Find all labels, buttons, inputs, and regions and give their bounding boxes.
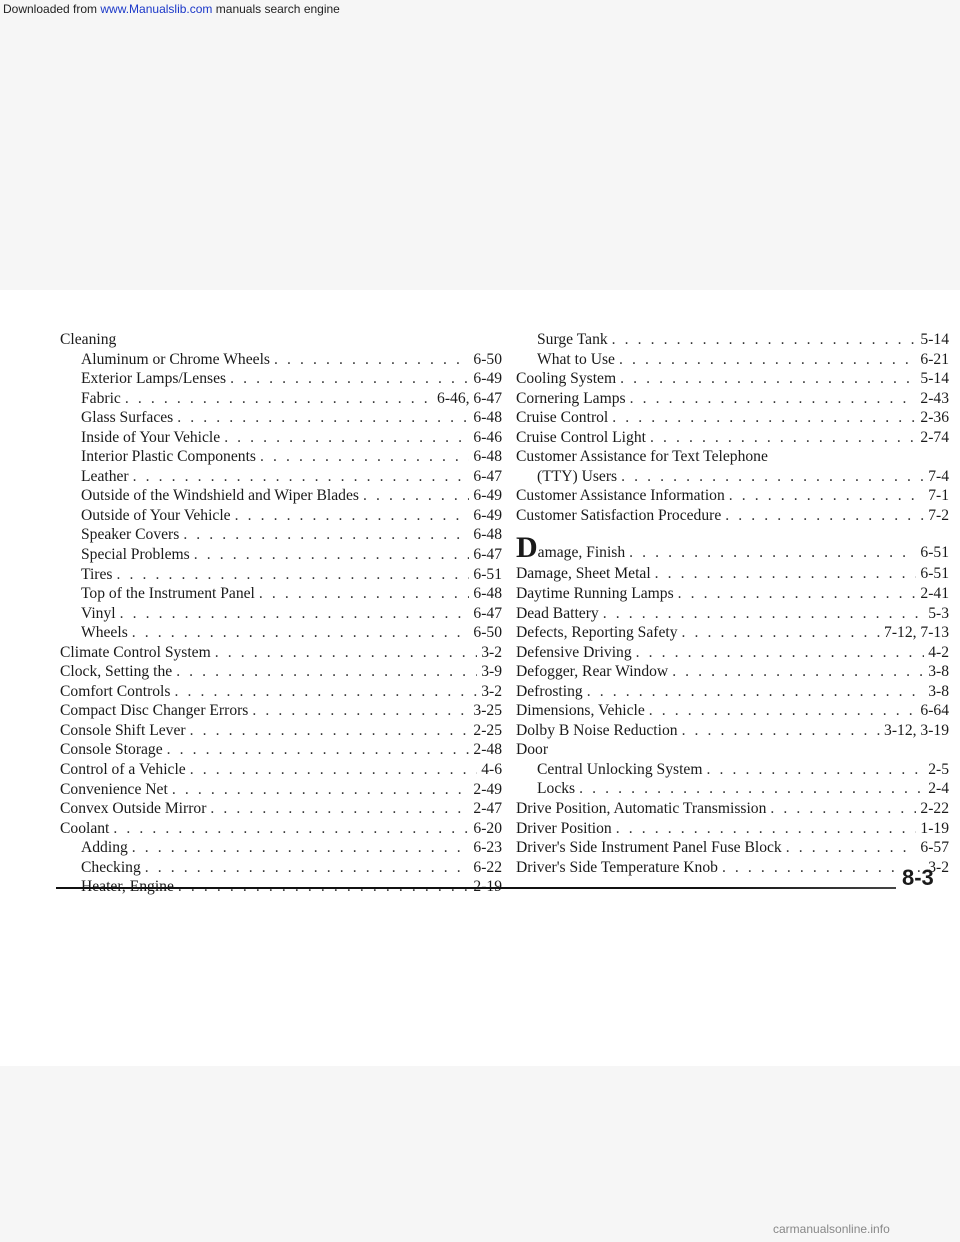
page-reference: 6-49 bbox=[473, 487, 502, 505]
download-header bbox=[0, 0, 960, 18]
entry-label: What to Use bbox=[537, 350, 615, 368]
page-reference: 3-25 bbox=[473, 702, 502, 720]
index-entry bbox=[516, 721, 949, 741]
page-reference: 6-47 bbox=[473, 546, 502, 564]
index-subentry bbox=[516, 467, 949, 487]
dot-leader bbox=[190, 760, 477, 780]
page-reference: 7-1 bbox=[928, 487, 949, 505]
index-subentry bbox=[60, 506, 502, 526]
page-reference: 6-49 bbox=[473, 506, 502, 524]
section-letter: D bbox=[516, 531, 538, 565]
dot-leader bbox=[172, 780, 470, 800]
dot-leader bbox=[722, 858, 924, 878]
page-reference: 5-14 bbox=[920, 331, 949, 348]
index-subentry bbox=[60, 428, 502, 448]
dot-leader bbox=[132, 623, 470, 643]
footer-rule bbox=[56, 887, 896, 889]
index-entry bbox=[516, 819, 949, 839]
entry-label: Defensive Driving bbox=[516, 643, 632, 661]
dot-leader bbox=[649, 701, 917, 721]
entry-label: Climate Control System bbox=[60, 643, 211, 661]
index-subentry bbox=[60, 389, 502, 409]
index-subentry bbox=[60, 467, 502, 487]
dot-leader bbox=[619, 350, 916, 370]
dot-leader bbox=[145, 858, 470, 878]
dot-leader bbox=[786, 838, 917, 858]
dot-leader bbox=[259, 584, 470, 604]
page-reference: 6-51 bbox=[920, 565, 949, 583]
index-entry bbox=[516, 428, 949, 448]
page-reference: 6-64 bbox=[920, 702, 949, 720]
dot-leader bbox=[603, 604, 925, 624]
dot-leader bbox=[629, 543, 916, 563]
entry-label: Cornering Lamps bbox=[516, 389, 626, 407]
dot-leader bbox=[363, 486, 469, 506]
page-reference: 6-47 bbox=[473, 604, 502, 622]
entry-label: Aluminum or Chrome Wheels bbox=[81, 350, 270, 368]
index-entry bbox=[60, 799, 502, 819]
entry-label: Customer Satisfaction Procedure bbox=[516, 506, 722, 524]
index-subentry bbox=[60, 604, 502, 624]
index-entry bbox=[60, 780, 502, 800]
page-reference: 2-25 bbox=[473, 721, 502, 739]
entry-label: Exterior Lamps/Lenses bbox=[81, 370, 227, 388]
index-column-right bbox=[516, 330, 949, 877]
index-subentry bbox=[60, 565, 502, 585]
index-entry bbox=[60, 643, 502, 663]
page-reference: 4-2 bbox=[928, 643, 949, 661]
page-reference: 6-22 bbox=[473, 858, 502, 876]
dot-leader bbox=[579, 779, 924, 799]
index-entry bbox=[60, 682, 502, 702]
index-subentry bbox=[60, 447, 502, 467]
entry-label: Interior Plastic Components bbox=[81, 448, 256, 466]
page-reference: 3-2 bbox=[481, 643, 502, 661]
dot-leader bbox=[682, 623, 881, 643]
index-entry bbox=[516, 506, 949, 526]
entry-label: Cruise Control Light bbox=[516, 428, 646, 446]
page-reference: 6-47 bbox=[473, 467, 502, 485]
page-reference: 1-19 bbox=[920, 819, 949, 837]
index-subentry bbox=[60, 858, 502, 878]
dot-leader bbox=[190, 721, 470, 741]
page-number: 8-3 bbox=[902, 865, 934, 890]
dot-leader bbox=[636, 643, 925, 663]
index-entry bbox=[516, 564, 949, 584]
entry-label: Dead Battery bbox=[516, 604, 599, 622]
dot-leader bbox=[132, 838, 470, 858]
page-reference: 5-14 bbox=[920, 370, 949, 388]
index-subentry bbox=[516, 760, 949, 780]
entry-label: Driver's Side Temperature Knob bbox=[516, 858, 718, 876]
page-reference: 6-46, 6-47 bbox=[437, 389, 502, 407]
page-reference: 6-21 bbox=[920, 350, 949, 368]
index-entry bbox=[60, 721, 502, 741]
page-reference: 7-2 bbox=[928, 506, 949, 524]
page-reference: 2-47 bbox=[473, 800, 502, 818]
entry-label: Wheels bbox=[81, 624, 128, 642]
page-reference: 2-41 bbox=[920, 585, 949, 603]
page-reference: 3-8 bbox=[928, 663, 949, 681]
entry-label: Comfort Controls bbox=[60, 682, 171, 700]
index-heading: Customer Assistance for Text Telephone bbox=[516, 448, 768, 466]
index-entry bbox=[516, 486, 949, 506]
page-reference: 3-8 bbox=[928, 682, 949, 700]
dot-leader bbox=[725, 506, 924, 526]
page-reference: 6-50 bbox=[473, 624, 502, 642]
page-reference: 6-48 bbox=[473, 526, 502, 544]
entry-label: Driver's Side Instrument Panel Fuse Block bbox=[516, 839, 782, 857]
index-subentry bbox=[516, 330, 949, 350]
index-subentry bbox=[516, 350, 949, 370]
dot-leader bbox=[224, 428, 469, 448]
dot-leader bbox=[133, 467, 470, 487]
page-reference: 6-48 bbox=[473, 585, 502, 603]
entry-label: (TTY) Users bbox=[537, 467, 618, 485]
page-reference: 6-51 bbox=[473, 565, 502, 583]
page-reference: 2-36 bbox=[920, 409, 949, 427]
index-subentry bbox=[516, 779, 949, 799]
page-reference: 3-12, 3-19 bbox=[884, 721, 949, 739]
entry-label: Glass Surfaces bbox=[81, 409, 174, 427]
dot-leader bbox=[682, 721, 880, 741]
dot-leader bbox=[174, 682, 477, 702]
dot-leader bbox=[678, 584, 917, 604]
index-entry bbox=[516, 701, 949, 721]
page-reference: 2-22 bbox=[920, 800, 949, 818]
dot-leader bbox=[177, 408, 469, 428]
page-reference: 2-74 bbox=[920, 428, 949, 446]
dot-leader bbox=[230, 369, 469, 389]
dot-leader bbox=[167, 740, 470, 760]
index-entry bbox=[60, 662, 502, 682]
page-reference: 3-2 bbox=[928, 858, 949, 876]
page-reference: 6-49 bbox=[473, 370, 502, 388]
dot-leader bbox=[612, 330, 917, 350]
index-subentry bbox=[60, 545, 502, 565]
page-reference: 6-50 bbox=[473, 350, 502, 368]
entry-label: Leather bbox=[81, 467, 129, 485]
index-entry bbox=[60, 819, 502, 839]
entry-label-rest: amage, Finish bbox=[537, 544, 626, 562]
page-reference: 2-43 bbox=[920, 389, 949, 407]
page-reference: 2-49 bbox=[473, 780, 502, 798]
page-reference: 6-51 bbox=[920, 544, 949, 562]
index-entry bbox=[516, 799, 949, 819]
manualslib-link[interactable]: www.Manualslib.com bbox=[100, 2, 213, 16]
index-subentry bbox=[60, 525, 502, 545]
dot-leader bbox=[650, 428, 916, 448]
entry-label: Surge Tank bbox=[537, 331, 608, 348]
entry-label: Adding bbox=[81, 839, 128, 857]
index-entry bbox=[60, 760, 502, 780]
entry-label: Dolby B Noise Reduction bbox=[516, 721, 678, 739]
index-entry bbox=[516, 838, 949, 858]
entry-label: Checking bbox=[81, 858, 141, 876]
entry-label: Convenience Net bbox=[60, 780, 168, 798]
page-reference: 6-46 bbox=[473, 428, 502, 446]
page-reference: 6-48 bbox=[473, 448, 502, 466]
dot-leader bbox=[194, 545, 470, 565]
entry-label: Convex Outside Mirror bbox=[60, 800, 207, 818]
dot-leader bbox=[672, 662, 924, 682]
dot-leader bbox=[117, 565, 470, 585]
index-entry bbox=[516, 584, 949, 604]
dot-leader bbox=[630, 389, 917, 409]
entry-label: Outside of the Windshield and Wiper Blades bbox=[81, 487, 359, 505]
entry-label: Locks bbox=[537, 780, 576, 798]
entry-label: Clock, Setting the bbox=[60, 663, 173, 681]
dot-leader bbox=[183, 525, 469, 545]
index-subentry bbox=[60, 838, 502, 858]
entry-label: Customer Assistance Information bbox=[516, 487, 725, 505]
dot-leader bbox=[616, 819, 917, 839]
entry-label: Control of a Vehicle bbox=[60, 761, 186, 779]
entry-label: Console Storage bbox=[60, 741, 163, 759]
index-heading: Door bbox=[516, 741, 549, 759]
entry-label: Cruise Control bbox=[516, 409, 609, 427]
page-reference: 2-5 bbox=[928, 760, 949, 778]
entry-label: Daytime Running Lamps bbox=[516, 585, 674, 603]
index-column-left bbox=[60, 330, 502, 897]
index-subentry bbox=[60, 486, 502, 506]
index-subentry bbox=[60, 623, 502, 643]
page-reference: 7-4 bbox=[928, 467, 949, 485]
index-entry bbox=[516, 389, 949, 409]
index-subentry bbox=[60, 369, 502, 389]
dot-leader bbox=[620, 369, 916, 389]
dot-leader bbox=[235, 506, 470, 526]
index-entry bbox=[60, 701, 502, 721]
dot-leader bbox=[706, 760, 924, 780]
entry-label: Console Shift Lever bbox=[60, 721, 186, 739]
page-reference: 5-3 bbox=[928, 604, 949, 622]
index-entry bbox=[516, 408, 949, 428]
header-prefix: Downloaded from bbox=[3, 2, 101, 16]
page-reference: 7-12, 7-13 bbox=[884, 624, 949, 642]
dot-leader bbox=[621, 467, 924, 487]
index-heading: Cleaning bbox=[60, 331, 117, 348]
index-subentry bbox=[60, 408, 502, 428]
entry-label: Vinyl bbox=[81, 604, 116, 622]
entry-label: Compact Disc Changer Errors bbox=[60, 702, 249, 720]
dot-leader bbox=[210, 799, 469, 819]
entry-label: Defrosting bbox=[516, 682, 583, 700]
dot-leader bbox=[120, 604, 470, 624]
index-entry bbox=[516, 643, 949, 663]
page-reference: 3-9 bbox=[481, 663, 502, 681]
entry-label: Special Problems bbox=[81, 546, 190, 564]
page-reference: 6-20 bbox=[473, 819, 502, 837]
entry-label: Coolant bbox=[60, 819, 110, 837]
entry-label: Damage, Sheet Metal bbox=[516, 565, 651, 583]
index-entry bbox=[516, 682, 949, 702]
header-suffix: manuals search engine bbox=[212, 2, 340, 16]
entry-label: Defects, Reporting Safety bbox=[516, 624, 678, 642]
index-entry bbox=[516, 531, 949, 565]
dot-leader bbox=[612, 408, 916, 428]
dot-leader bbox=[125, 389, 433, 409]
entry-label: Top of the Instrument Panel bbox=[81, 585, 255, 603]
index-subentry bbox=[60, 584, 502, 604]
page-reference: 6-23 bbox=[473, 839, 502, 857]
index-entry bbox=[516, 604, 949, 624]
entry-label: Speaker Covers bbox=[81, 526, 180, 544]
dot-leader bbox=[215, 643, 477, 663]
entry-label: Outside of Your Vehicle bbox=[81, 506, 231, 524]
entry-label bbox=[516, 531, 626, 565]
entry-label: Dimensions, Vehicle bbox=[516, 702, 645, 720]
dot-leader bbox=[113, 819, 469, 839]
dot-leader bbox=[260, 447, 469, 467]
index-subentry bbox=[60, 350, 502, 370]
dot-leader bbox=[655, 564, 917, 584]
entry-label: Inside of Your Vehicle bbox=[81, 428, 221, 446]
dot-leader bbox=[587, 682, 925, 702]
manual-page bbox=[0, 290, 960, 1066]
index-entry bbox=[516, 369, 949, 389]
dot-leader bbox=[252, 701, 469, 721]
entry-label: Defogger, Rear Window bbox=[516, 663, 669, 681]
entry-label: Tires bbox=[81, 565, 113, 583]
index-entry bbox=[516, 623, 949, 643]
index-entry bbox=[516, 662, 949, 682]
page-reference: 3-2 bbox=[481, 682, 502, 700]
page-reference: 6-57 bbox=[920, 839, 949, 857]
dot-leader bbox=[176, 662, 477, 682]
entry-label: Drive Position, Automatic Transmission bbox=[516, 800, 767, 818]
watermark: carmanualsonline.info bbox=[773, 1222, 890, 1236]
entry-label: Central Unlocking System bbox=[537, 760, 703, 778]
dot-leader bbox=[274, 350, 469, 370]
page-reference: 2-4 bbox=[928, 780, 949, 798]
index-entry bbox=[60, 740, 502, 760]
entry-label: Cooling System bbox=[516, 370, 617, 388]
entry-label: Driver Position bbox=[516, 819, 612, 837]
index-entry bbox=[516, 858, 949, 878]
page-reference: 2-48 bbox=[473, 741, 502, 759]
dot-leader bbox=[729, 486, 924, 506]
page-reference: 4-6 bbox=[481, 761, 502, 779]
dot-leader bbox=[770, 799, 916, 819]
page-reference: 6-48 bbox=[473, 409, 502, 427]
entry-label: Fabric bbox=[81, 389, 121, 407]
